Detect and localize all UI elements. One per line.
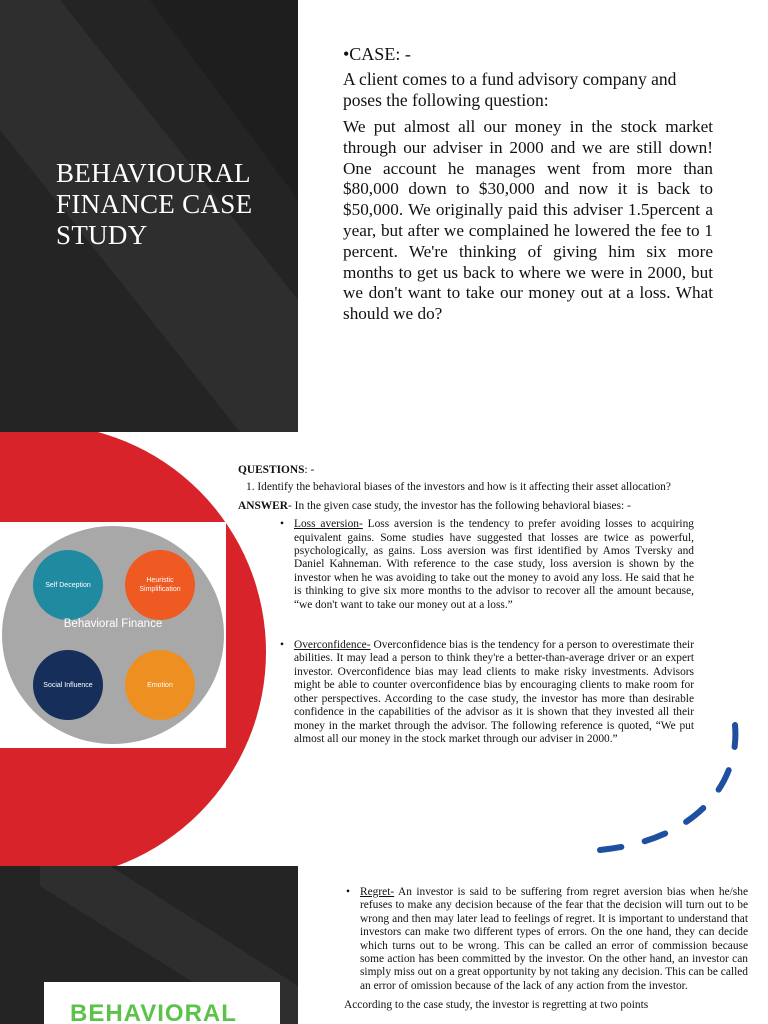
question-1: 1. Identify the behavioral biases of the investors and how is it affecting their asset allocation? (246, 481, 671, 494)
bubble-self-deception: Self Deception (33, 550, 103, 620)
bubble-emotion: Emotion (125, 650, 195, 720)
regret-content (344, 886, 750, 1013)
regret-followup: According to the case study, the investor is regretting at two points (344, 999, 649, 1012)
diagram-center-label: Behavioral Finance (63, 618, 163, 630)
bubble-social-influence: Social Influence (33, 650, 103, 720)
bullet-regret: • Regret- An investor is said to be suffering from regret aversion bias when he/she refuses to make any decision because of the fear that the decision will turn out to be wrong and then may later lead to feelings of regret. It is important to understand that investors can make two different types of errors. On the one hand, they can decide which turns out to be wrong. This can be called an error of commission because some action has been committed by the investor. On the other hand, an investor can simply miss out on a great opportunity by not taking any decision. This can be called an error of omission because of the lack of any action from the investor. (360, 886, 748, 993)
answer-intro: ANSWER- In the given case study, the investor has the following behavioral biases: - (238, 499, 631, 512)
slide-questions (0, 432, 768, 866)
behavioral-finance-diagram (0, 522, 226, 748)
case-question: We put almost all our money in the stock market through our adviser in 2000 and we are still down! One account he manages went from more than $80,000 down to $30,000 and now it is back to $50,000. We originally paid this adviser 1.5percent a year, but after we complained he lowered the fee to 1 percent. We're thinking of giving him six more months to get us back to where we were in 2000, but we don't want to take our money out at a loss. What should we do? (343, 117, 713, 324)
case-label: •CASE: - (343, 44, 411, 64)
bubble-heuristic-simplification: Heuristic Simplification (125, 550, 195, 620)
slide-regret (0, 866, 768, 1024)
diagram-disk (2, 526, 224, 744)
bullet-overconfidence: • Overconfidence- Overconfidence bias is the tendency for a person to overestimate their abilities. It may lead a person to think they're a better-than-average driver or an expert investor. Overconfidence bias may lead clients to make risky investments. Advisors might be able to counter overconfidence bias by encouraging clients to make room for other perspectives. According to the case study, the investor has more than desirable confidence in the capabilities of the advisor as it is shown that they invested all their money in the market through the advisor. The following reference is quoted, “We put almost all our money in the stock market through our adviser in 2000.” (294, 639, 694, 746)
behavioral-logo: BEHAVIORAL (44, 982, 280, 1024)
dashed-arc-decoration (590, 720, 750, 860)
slide-title: BEHAVIOURAL FINANCE CASE STUDY (56, 158, 253, 250)
questions-heading: QUESTIONS: - (238, 464, 315, 476)
slide-case (0, 0, 768, 432)
bullet-loss-aversion: • Loss aversion- Loss aversion is the tendency to prefer avoiding losses to acquiring equivalent gains. Some studies have suggested that losses are twice as powerful, psychologically, as gains. Loss aversion was first identified by Amos Tversky and Daniel Kahneman. With reference to the case study, loss aversion is shown by the investor when he was avoiding to take out the money to avoid any loss. He said that he is thinking to give six more months to the advisor to recover all the amount because, “we don't want to take our money out at a loss.” (294, 518, 694, 612)
case-intro: A client comes to a fund advisory company and poses the following question: (343, 69, 677, 110)
questions-content (238, 464, 696, 746)
